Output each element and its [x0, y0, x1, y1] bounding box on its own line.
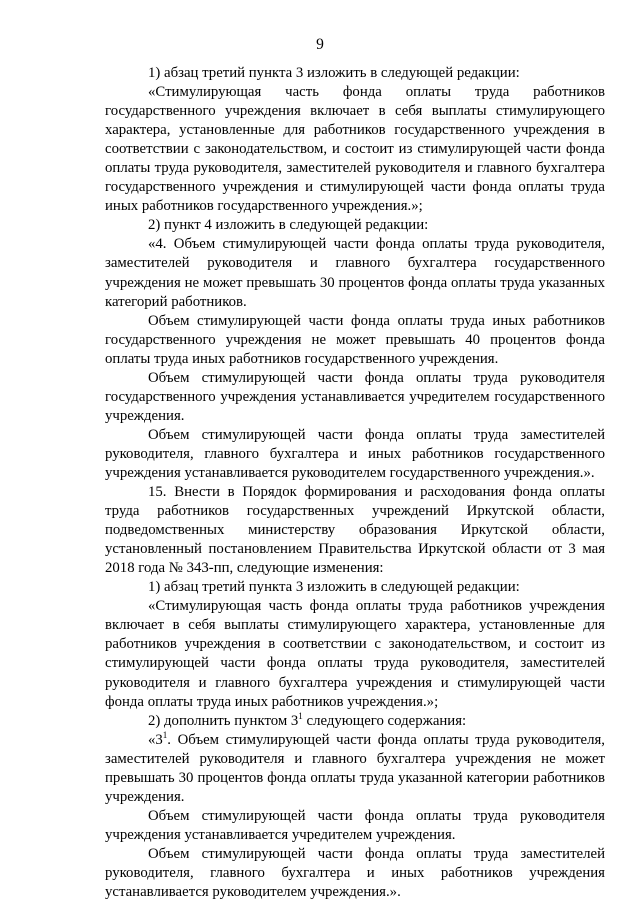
page-number: 9 — [316, 36, 324, 53]
paragraph-11-text-start: 2) дополнить пунктом 3 — [148, 712, 299, 729]
paragraph-6: Объем стимулирующей части фонда оплаты труда руководителя государственного учреждения устанавливается учредителем государственного учреждения. — [105, 369, 605, 424]
paragraph-13: Объем стимулирующей части фонда оплаты труда руководителя учреждения устанавливается учредителем учреждения. — [105, 807, 605, 843]
paragraph-4: «4. Объем стимулирующей части фонда оплаты труда руководителя, заместителей руководителя и главного бухгалтера государственного учреждения не может превышать 30 процентов фонда оплаты труда указанных категорий работников. — [105, 236, 605, 310]
paragraph-12-text-start: «3 — [148, 731, 163, 748]
paragraph-2: «Стимулирующая часть фонда оплаты труда работников государственного учреждения включает в себя выплаты стимулирующего характера, установленные для работников государственного учреждения в соответствии с законодательством, и состоит из стимулирующей части фонда оплаты труда руководителя, заместителей руководителя и главного бухгалтера государственного учреждения и стимулирующей части фонда оплаты труда иных работников государственного учреждения.»; — [105, 84, 605, 215]
paragraph-8: 15. Внести в Порядок формирования и расходования фонда оплаты труда работников государственных учреждений Иркутской области, подведомственных министерству образования Иркутской области, установленный постановлением Правительства Иркутской области от 3 мая 2018 года № 343-пп, следующие изменения: — [105, 484, 605, 577]
paragraph-9: 1) абзац третий пункта 3 изложить в следующей редакции: — [148, 579, 520, 596]
paragraph-3: 2) пункт 4 изложить в следующей редакции: — [148, 217, 429, 234]
paragraph-12 — [105, 731, 605, 807]
superscript-index: 1 — [298, 710, 303, 721]
paragraph-14: Объем стимулирующей части фонда оплаты труда заместителей руководителя, главного бухгалтера и иных работников учреждения устанавливается руководителем учреждения.». — [105, 845, 605, 901]
paragraph-10: «Стимулирующая часть фонда оплаты труда работников учреждения включает в себя выплаты стимулирующего характера, установленные для работников учреждения в соответствии с законодательством, и состоит из стимулирующей части фонда оплаты труда руководителя, заместителей руководителя и главного бухгалтера учреждения и стимулирующей части фонда оплаты труда иных работников учреждения.»; — [105, 598, 605, 710]
paragraph-11 — [105, 712, 605, 731]
superscript-index: 1 — [162, 729, 168, 740]
paragraph-12-text-end: . Объем стимулирующей части фонда оплаты труда руководителя, заместителей руководителя и главного бухгалтера учреждения не может превышать 30 процентов фонда оплаты труда указанной категории работников учреждения. — [105, 731, 605, 805]
document-body — [105, 64, 605, 902]
paragraph-7: Объем стимулирующей части фонда оплаты труда заместителей руководителя, главного бухгалтера и иных работников государственного учреждения устанавливается руководителем государственного учреждения.». — [105, 426, 605, 481]
paragraph-1: 1) абзац третий пункта 3 изложить в следующей редакции: — [148, 65, 520, 81]
paragraph-11-text-end: следующего содержания: — [302, 712, 467, 729]
paragraph-5: Объем стимулирующей части фонда оплаты труда иных работников государственного учреждения не может превышать 40 процентов фонда оплаты труда иных работников государственного учреждения. — [105, 312, 605, 367]
